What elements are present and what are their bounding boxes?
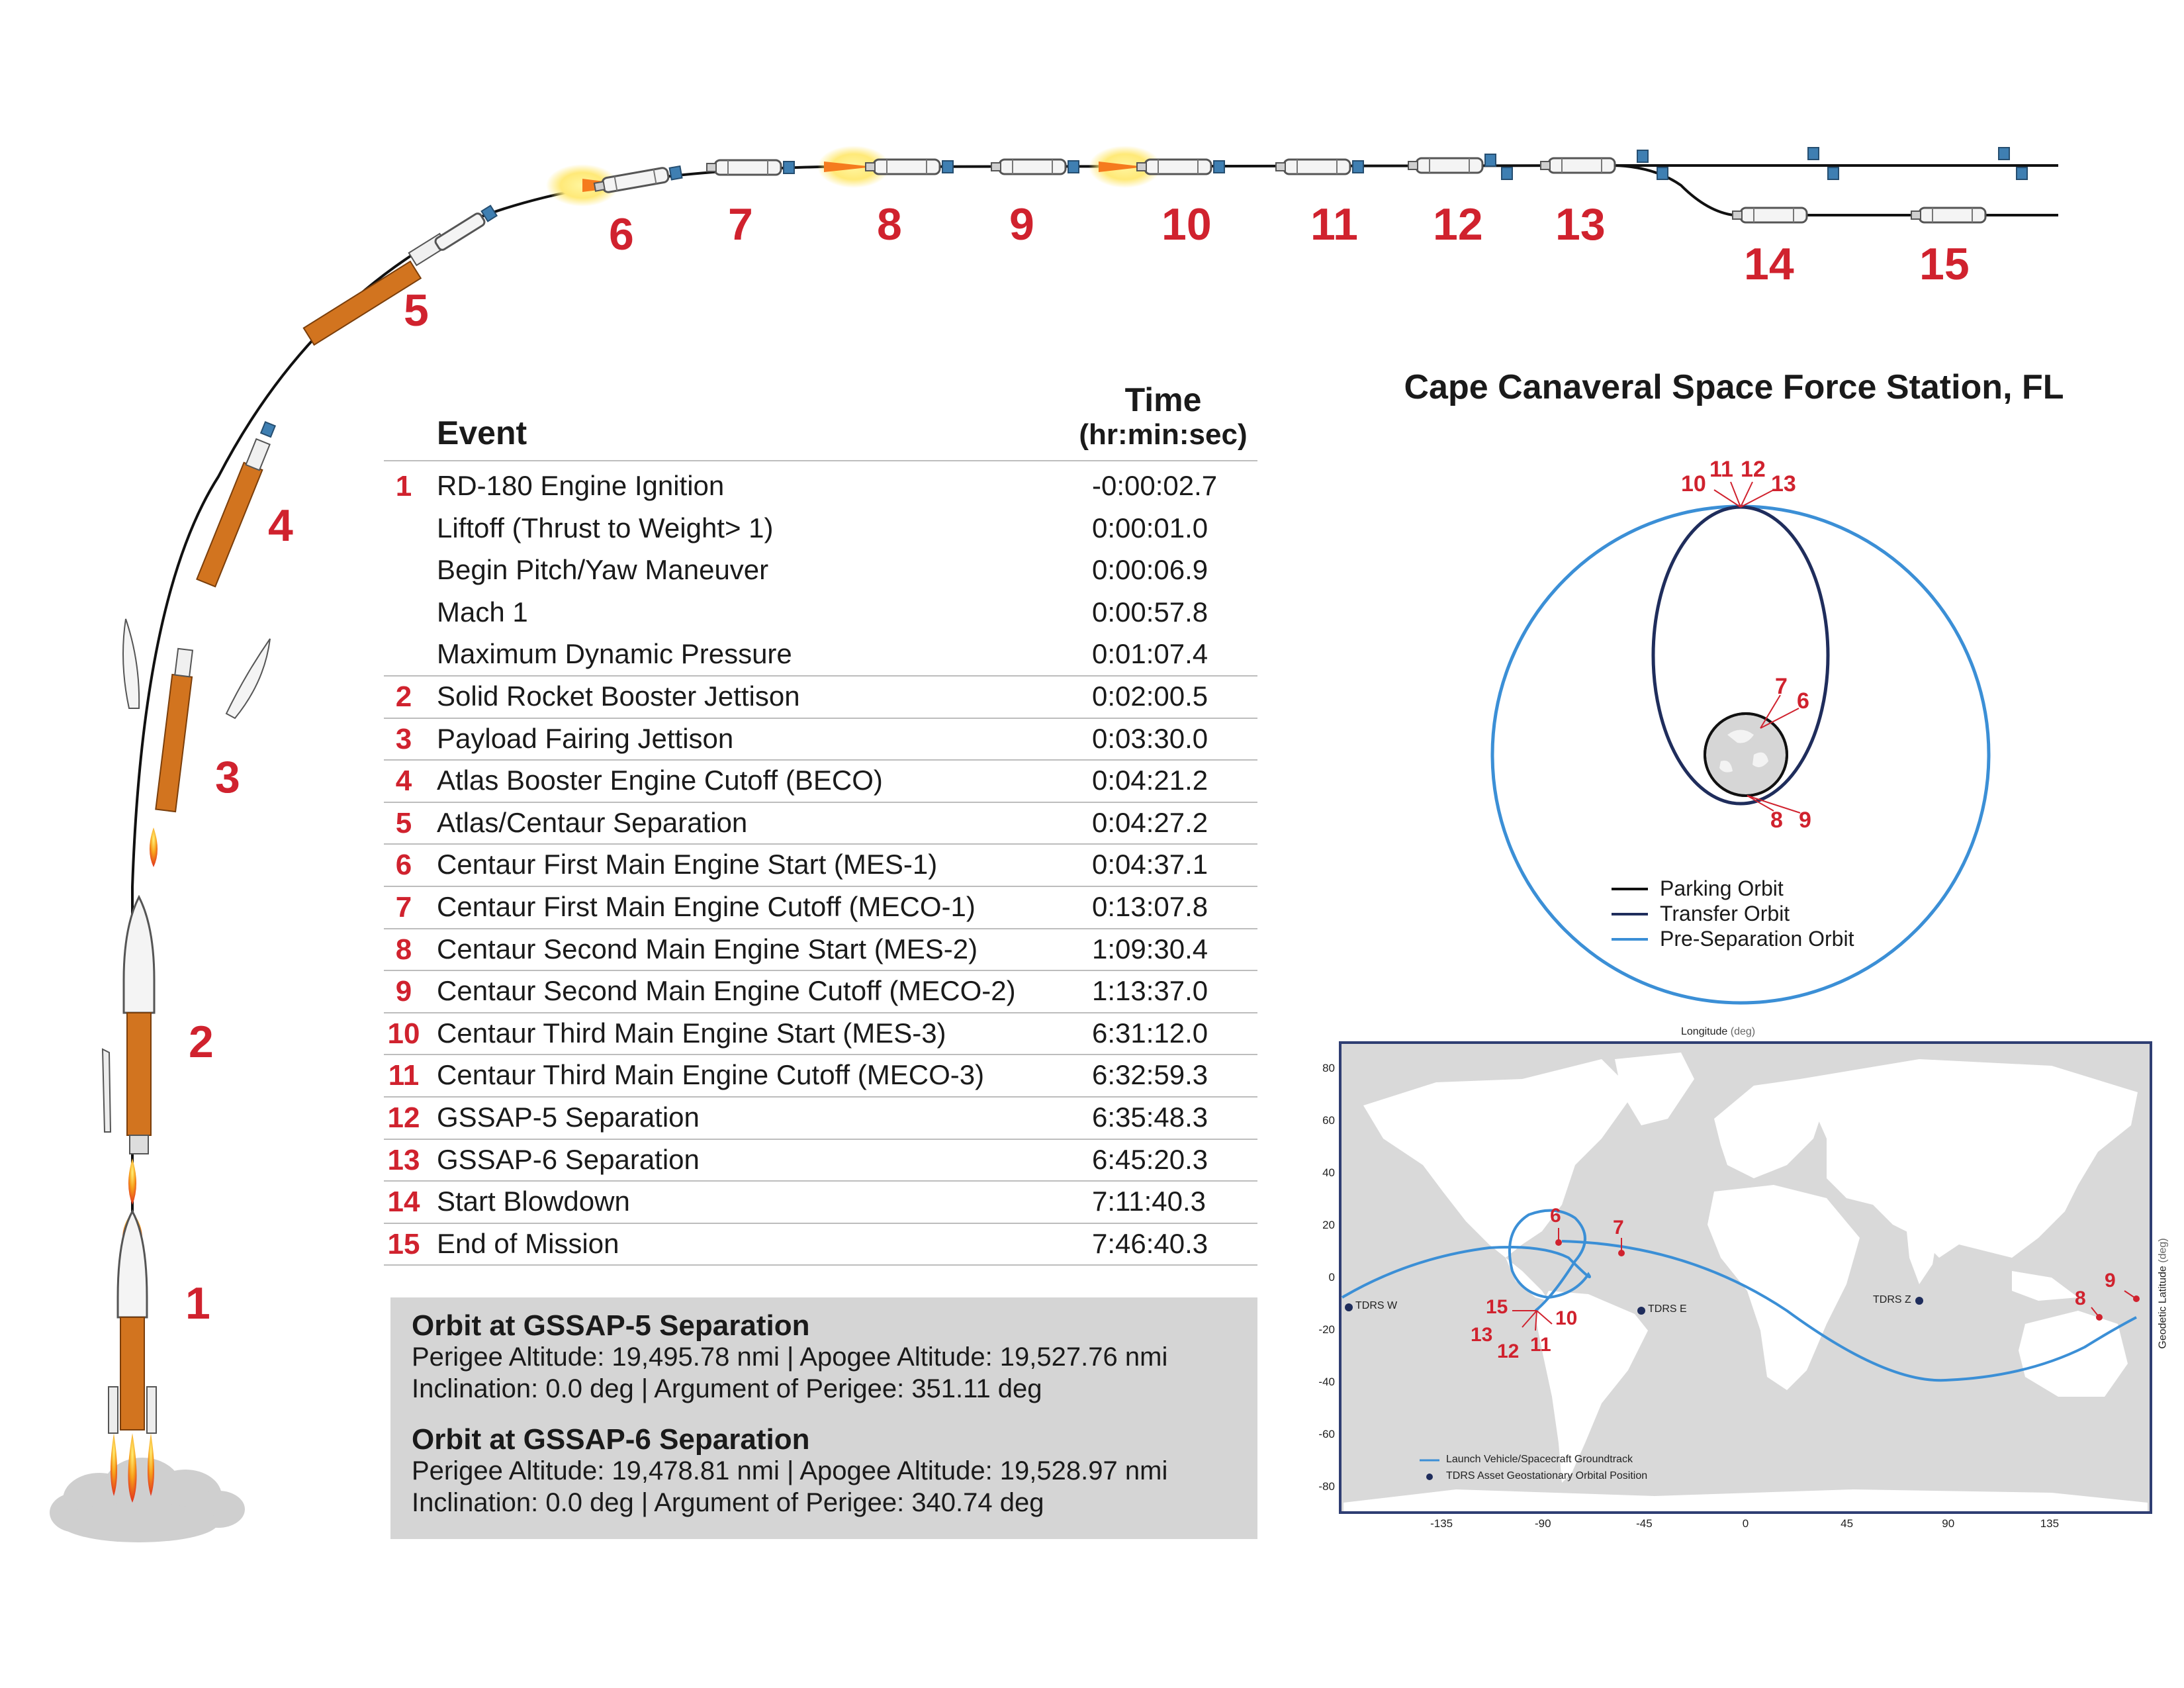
event-time: 6:31:12.0 bbox=[1092, 1017, 1208, 1049]
event-number: 13 bbox=[387, 1143, 420, 1176]
event-time: 1:13:37.0 bbox=[1092, 975, 1208, 1007]
map-y-title bbox=[2158, 1238, 2169, 1348]
milestone-6: 6 bbox=[609, 209, 634, 259]
event-name: Centaur First Main Engine Start (MES-1) bbox=[437, 849, 938, 880]
orbit-label-11: 11 bbox=[1709, 457, 1733, 482]
event-time: 7:46:40.3 bbox=[1092, 1227, 1208, 1259]
map-y-tick: -20 bbox=[1318, 1323, 1335, 1336]
map-x-title-text: Longitude bbox=[1681, 1026, 1728, 1037]
map-x-tick: -45 bbox=[1636, 1517, 1653, 1530]
milestone-4: 4 bbox=[268, 500, 293, 551]
event-time: 0:03:30.0 bbox=[1092, 722, 1208, 754]
milestone-14: 14 bbox=[1744, 239, 1794, 289]
event-name: Start Blowdown bbox=[437, 1186, 630, 1217]
event-time: 0:00:01.0 bbox=[1092, 512, 1208, 543]
event-time: 0:01:07.4 bbox=[1092, 638, 1208, 670]
map-label-8: 8 bbox=[2075, 1288, 2086, 1309]
map-x-tick: 90 bbox=[1942, 1517, 1955, 1530]
event-time: 0:04:37.1 bbox=[1092, 849, 1208, 880]
map-y-tick: 20 bbox=[1322, 1219, 1335, 1232]
milestone-13: 13 bbox=[1555, 199, 1606, 250]
event-name: Begin Pitch/Yaw Maneuver bbox=[437, 554, 769, 586]
milestone-12: 12 bbox=[1433, 199, 1483, 250]
milestone-8: 8 bbox=[877, 199, 902, 250]
event-name: Solid Rocket Booster Jettison bbox=[437, 680, 800, 712]
orbit-label-9: 9 bbox=[1799, 808, 1811, 833]
event-name: Atlas Booster Engine Cutoff (BECO) bbox=[437, 765, 883, 796]
event-name: Maximum Dynamic Pressure bbox=[437, 638, 792, 670]
map-label-12: 12 bbox=[1497, 1340, 1520, 1362]
event-name: RD-180 Engine Ignition bbox=[437, 470, 725, 501]
gssap6-orbit-line-1: Perigee Altitude: 19,478.81 nmi | Apogee Altitude: 19,528.97 nmi bbox=[412, 1456, 1168, 1485]
event-name: Liftoff (Thrust to Weight> 1) bbox=[437, 512, 774, 543]
event-number: 3 bbox=[395, 722, 412, 755]
milestone-3: 3 bbox=[215, 752, 240, 802]
milestone-15: 15 bbox=[1919, 239, 1970, 289]
event-name: Atlas/Centaur Separation bbox=[437, 806, 748, 838]
event-time: 0:04:21.2 bbox=[1092, 765, 1208, 796]
legend-pre-separation-orbit: Pre-Separation Orbit bbox=[1660, 927, 1854, 951]
tdrs-z-dot bbox=[1915, 1297, 1923, 1305]
event-name: GSSAP-6 Separation bbox=[437, 1143, 700, 1175]
event-number: 9 bbox=[395, 975, 412, 1008]
map-label-13: 13 bbox=[1471, 1324, 1493, 1346]
event-time: 0:00:57.8 bbox=[1092, 596, 1208, 628]
event-number: 6 bbox=[395, 849, 412, 882]
tdrs-w-dot bbox=[1345, 1303, 1353, 1311]
map-y-tick: -80 bbox=[1318, 1479, 1335, 1493]
event-number: 15 bbox=[387, 1227, 420, 1260]
table-header-time-unit: (hr:min:sec) bbox=[1079, 418, 1248, 451]
map-label-15: 15 bbox=[1486, 1296, 1508, 1318]
map-x-tick: 0 bbox=[1742, 1517, 1749, 1530]
event-name: Centaur Third Main Engine Start (MES-3) bbox=[437, 1017, 946, 1049]
tdrs-w-label: TDRS W bbox=[1355, 1300, 1398, 1311]
map-label-11: 11 bbox=[1530, 1334, 1551, 1356]
milestone-11: 11 bbox=[1310, 199, 1358, 250]
event-name: GSSAP-5 Separation bbox=[437, 1102, 700, 1133]
map-label-9: 9 bbox=[2105, 1270, 2116, 1291]
gssap6-orbit-title: Orbit at GSSAP-6 Separation bbox=[412, 1423, 810, 1456]
event-time: 6:32:59.3 bbox=[1092, 1059, 1208, 1091]
gssap5-orbit-title: Orbit at GSSAP-5 Separation bbox=[412, 1309, 810, 1342]
map-y-title-text: Geodetic Latitude bbox=[2157, 1266, 2169, 1349]
event-time: 0:02:00.5 bbox=[1092, 680, 1208, 712]
event-time: 0:13:07.8 bbox=[1092, 891, 1208, 922]
map-y-title-unit: (deg) bbox=[2157, 1238, 2169, 1263]
milestone-9: 9 bbox=[1009, 199, 1034, 250]
event-name: End of Mission bbox=[437, 1227, 619, 1259]
orbit-label-6: 6 bbox=[1797, 688, 1809, 714]
milestone-1: 1 bbox=[185, 1278, 210, 1329]
event-time: 0:00:06.9 bbox=[1092, 554, 1208, 586]
table-header-event: Event bbox=[437, 414, 527, 451]
event-time: -0:00:02.7 bbox=[1092, 470, 1218, 501]
map-x-title bbox=[1681, 1026, 1755, 1038]
map-label-10: 10 bbox=[1555, 1307, 1578, 1329]
map-legend-tdrs: TDRS Asset Geostationary Orbital Position bbox=[1446, 1470, 1648, 1481]
event-number: 5 bbox=[395, 806, 412, 839]
event-number: 1 bbox=[395, 470, 412, 502]
event-number: 14 bbox=[387, 1186, 420, 1219]
map-label-7: 7 bbox=[1613, 1217, 1624, 1239]
map-label-6: 6 bbox=[1550, 1205, 1561, 1227]
orbit-label-8: 8 bbox=[1770, 808, 1783, 833]
gssap5-orbit-line-2: Inclination: 0.0 deg | Argument of Perigee: 351.11 deg bbox=[412, 1374, 1042, 1403]
map-y-tick: -40 bbox=[1318, 1375, 1335, 1388]
event-time: 1:09:30.4 bbox=[1092, 933, 1208, 964]
event-number: 12 bbox=[387, 1102, 420, 1134]
milestone-10: 10 bbox=[1161, 199, 1212, 250]
orbit-label-10: 10 bbox=[1681, 471, 1706, 496]
milestone-7: 7 bbox=[728, 199, 753, 250]
table-header-time: Time bbox=[1124, 381, 1202, 418]
event-number: 4 bbox=[395, 765, 412, 798]
map-y-tick: -60 bbox=[1318, 1427, 1335, 1440]
event-time: 6:45:20.3 bbox=[1092, 1143, 1208, 1175]
map-legend-groundtrack: Launch Vehicle/Spacecraft Groundtrack bbox=[1446, 1454, 1633, 1465]
map-y-tick: 80 bbox=[1322, 1062, 1335, 1075]
event-time: 6:35:48.3 bbox=[1092, 1102, 1208, 1133]
event-number: 7 bbox=[395, 891, 412, 923]
gssap6-orbit-line-2: Inclination: 0.0 deg | Argument of Perigee: 340.74 deg bbox=[412, 1488, 1044, 1517]
event-number: 10 bbox=[387, 1017, 420, 1050]
map-x-tick: -135 bbox=[1430, 1517, 1453, 1530]
orbit-label-12: 12 bbox=[1741, 457, 1766, 482]
map-y-tick: 0 bbox=[1328, 1271, 1335, 1284]
event-name: Mach 1 bbox=[437, 596, 528, 628]
event-time: 7:11:40.3 bbox=[1092, 1186, 1206, 1217]
milestone-2: 2 bbox=[189, 1017, 214, 1067]
event-name: Centaur Second Main Engine Cutoff (MECO-2) bbox=[437, 975, 1016, 1007]
tdrs-e-dot bbox=[1637, 1307, 1645, 1315]
map-y-tick: 60 bbox=[1322, 1114, 1335, 1127]
orbit-label-13: 13 bbox=[1771, 471, 1796, 496]
tdrs-e-label: TDRS E bbox=[1648, 1303, 1687, 1315]
event-name: Centaur Third Main Engine Cutoff (MECO-3) bbox=[437, 1059, 985, 1091]
event-number: 2 bbox=[395, 680, 412, 713]
event-name: Payload Fairing Jettison bbox=[437, 722, 734, 754]
map-y-tick: 40 bbox=[1322, 1166, 1335, 1180]
orbit-diagram-title: Cape Canaveral Space Force Station, FL bbox=[1404, 368, 2064, 406]
legend-transfer-orbit: Transfer Orbit bbox=[1660, 902, 1790, 925]
event-number: 11 bbox=[388, 1059, 420, 1092]
map-x-tick: 135 bbox=[2040, 1517, 2060, 1530]
event-name: Centaur Second Main Engine Start (MES-2) bbox=[437, 933, 978, 964]
map-x-tick: -90 bbox=[1534, 1517, 1551, 1530]
gssap5-orbit-line-1: Perigee Altitude: 19,495.78 nmi | Apogee Altitude: 19,527.76 nmi bbox=[412, 1342, 1168, 1372]
event-time: 0:04:27.2 bbox=[1092, 806, 1208, 838]
legend-parking-orbit: Parking Orbit bbox=[1660, 876, 1784, 900]
map-x-title-unit: (deg) bbox=[1730, 1026, 1756, 1037]
milestone-5: 5 bbox=[404, 285, 429, 336]
orbit-label-7: 7 bbox=[1775, 674, 1788, 699]
map-x-tick: 45 bbox=[1841, 1517, 1854, 1530]
tdrs-z-label: TDRS Z bbox=[1873, 1294, 1911, 1305]
event-number: 8 bbox=[395, 933, 412, 966]
event-name: Centaur First Main Engine Cutoff (MECO-1) bbox=[437, 891, 976, 922]
